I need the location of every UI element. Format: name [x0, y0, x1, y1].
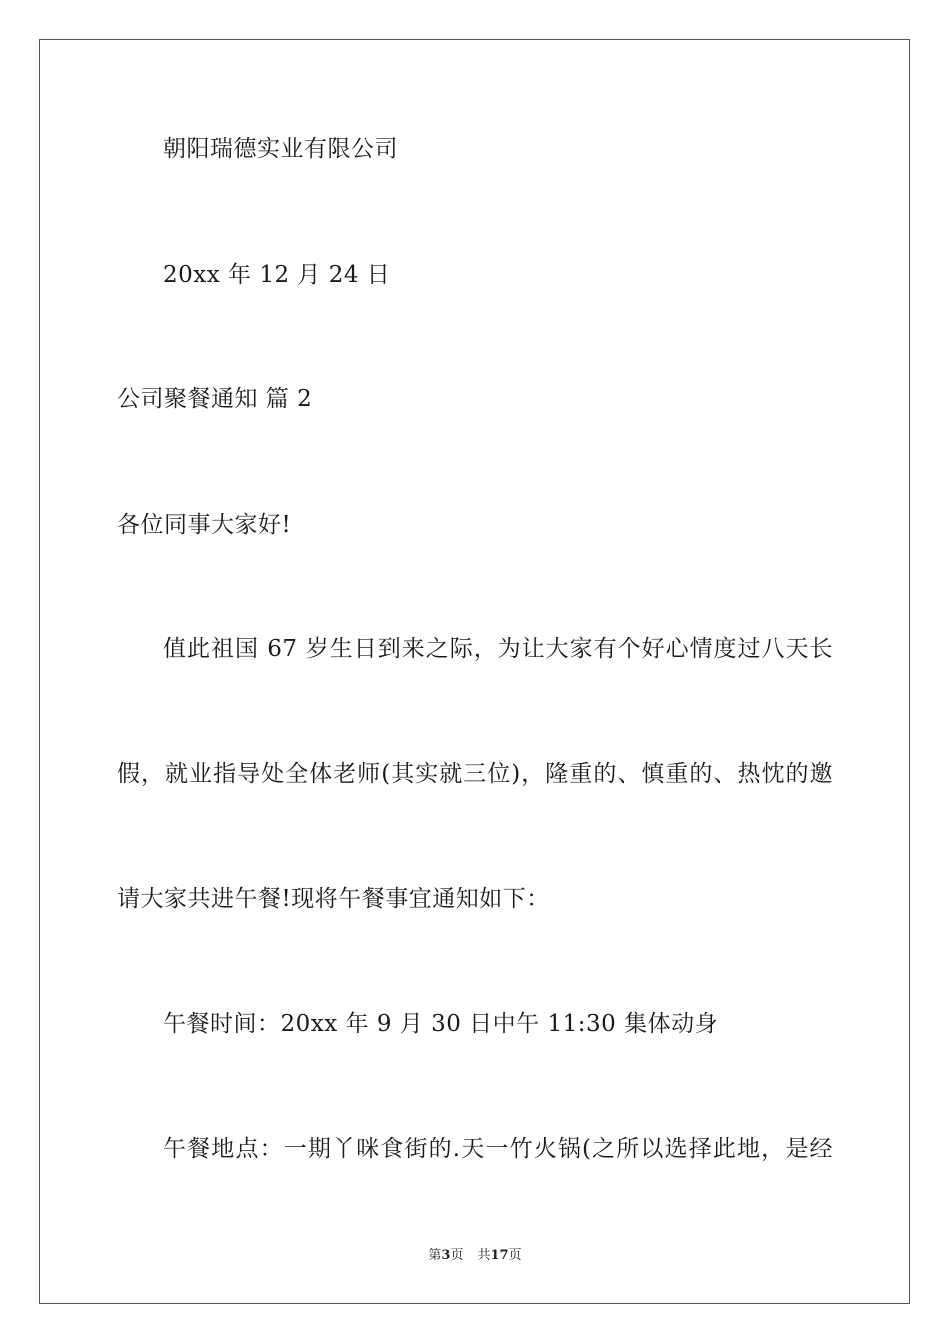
lunch-time: 午餐时间：20xx 年 9 月 30 日中午 11:30 集体动身 [163, 1011, 719, 1037]
page-footer [0, 1248, 950, 1264]
lunch-location: 午餐地点：一期丫咪食街的.天一竹火锅(之所以选择此地，是经 [163, 1136, 833, 1162]
paragraph-line-3: 请大家共进午餐!现将午餐事宜通知如下： [117, 886, 550, 912]
paragraph-line-2: 假，就业指导处全体老师(其实就三位)，隆重的、慎重的、热忱的邀 [117, 761, 833, 787]
company-signature: 朝阳瑞德实业有限公司 [163, 136, 398, 162]
page-prefix: 第 [428, 1248, 442, 1263]
page-current: 3 [441, 1248, 451, 1263]
page-suffix: 页 [450, 1248, 464, 1263]
total-prefix: 共 [477, 1248, 491, 1263]
section-heading: 公司聚餐通知 篇 2 [117, 386, 313, 412]
page-border [39, 39, 910, 1304]
page-total: 17 [490, 1248, 509, 1263]
greeting: 各位同事大家好! [117, 512, 292, 538]
paragraph-line-1: 值此祖国 67 岁生日到来之际，为让大家有个好心情度过八天长 [163, 636, 833, 662]
signature-date: 20xx 年 12 月 24 日 [163, 262, 391, 288]
total-suffix: 页 [508, 1248, 522, 1263]
